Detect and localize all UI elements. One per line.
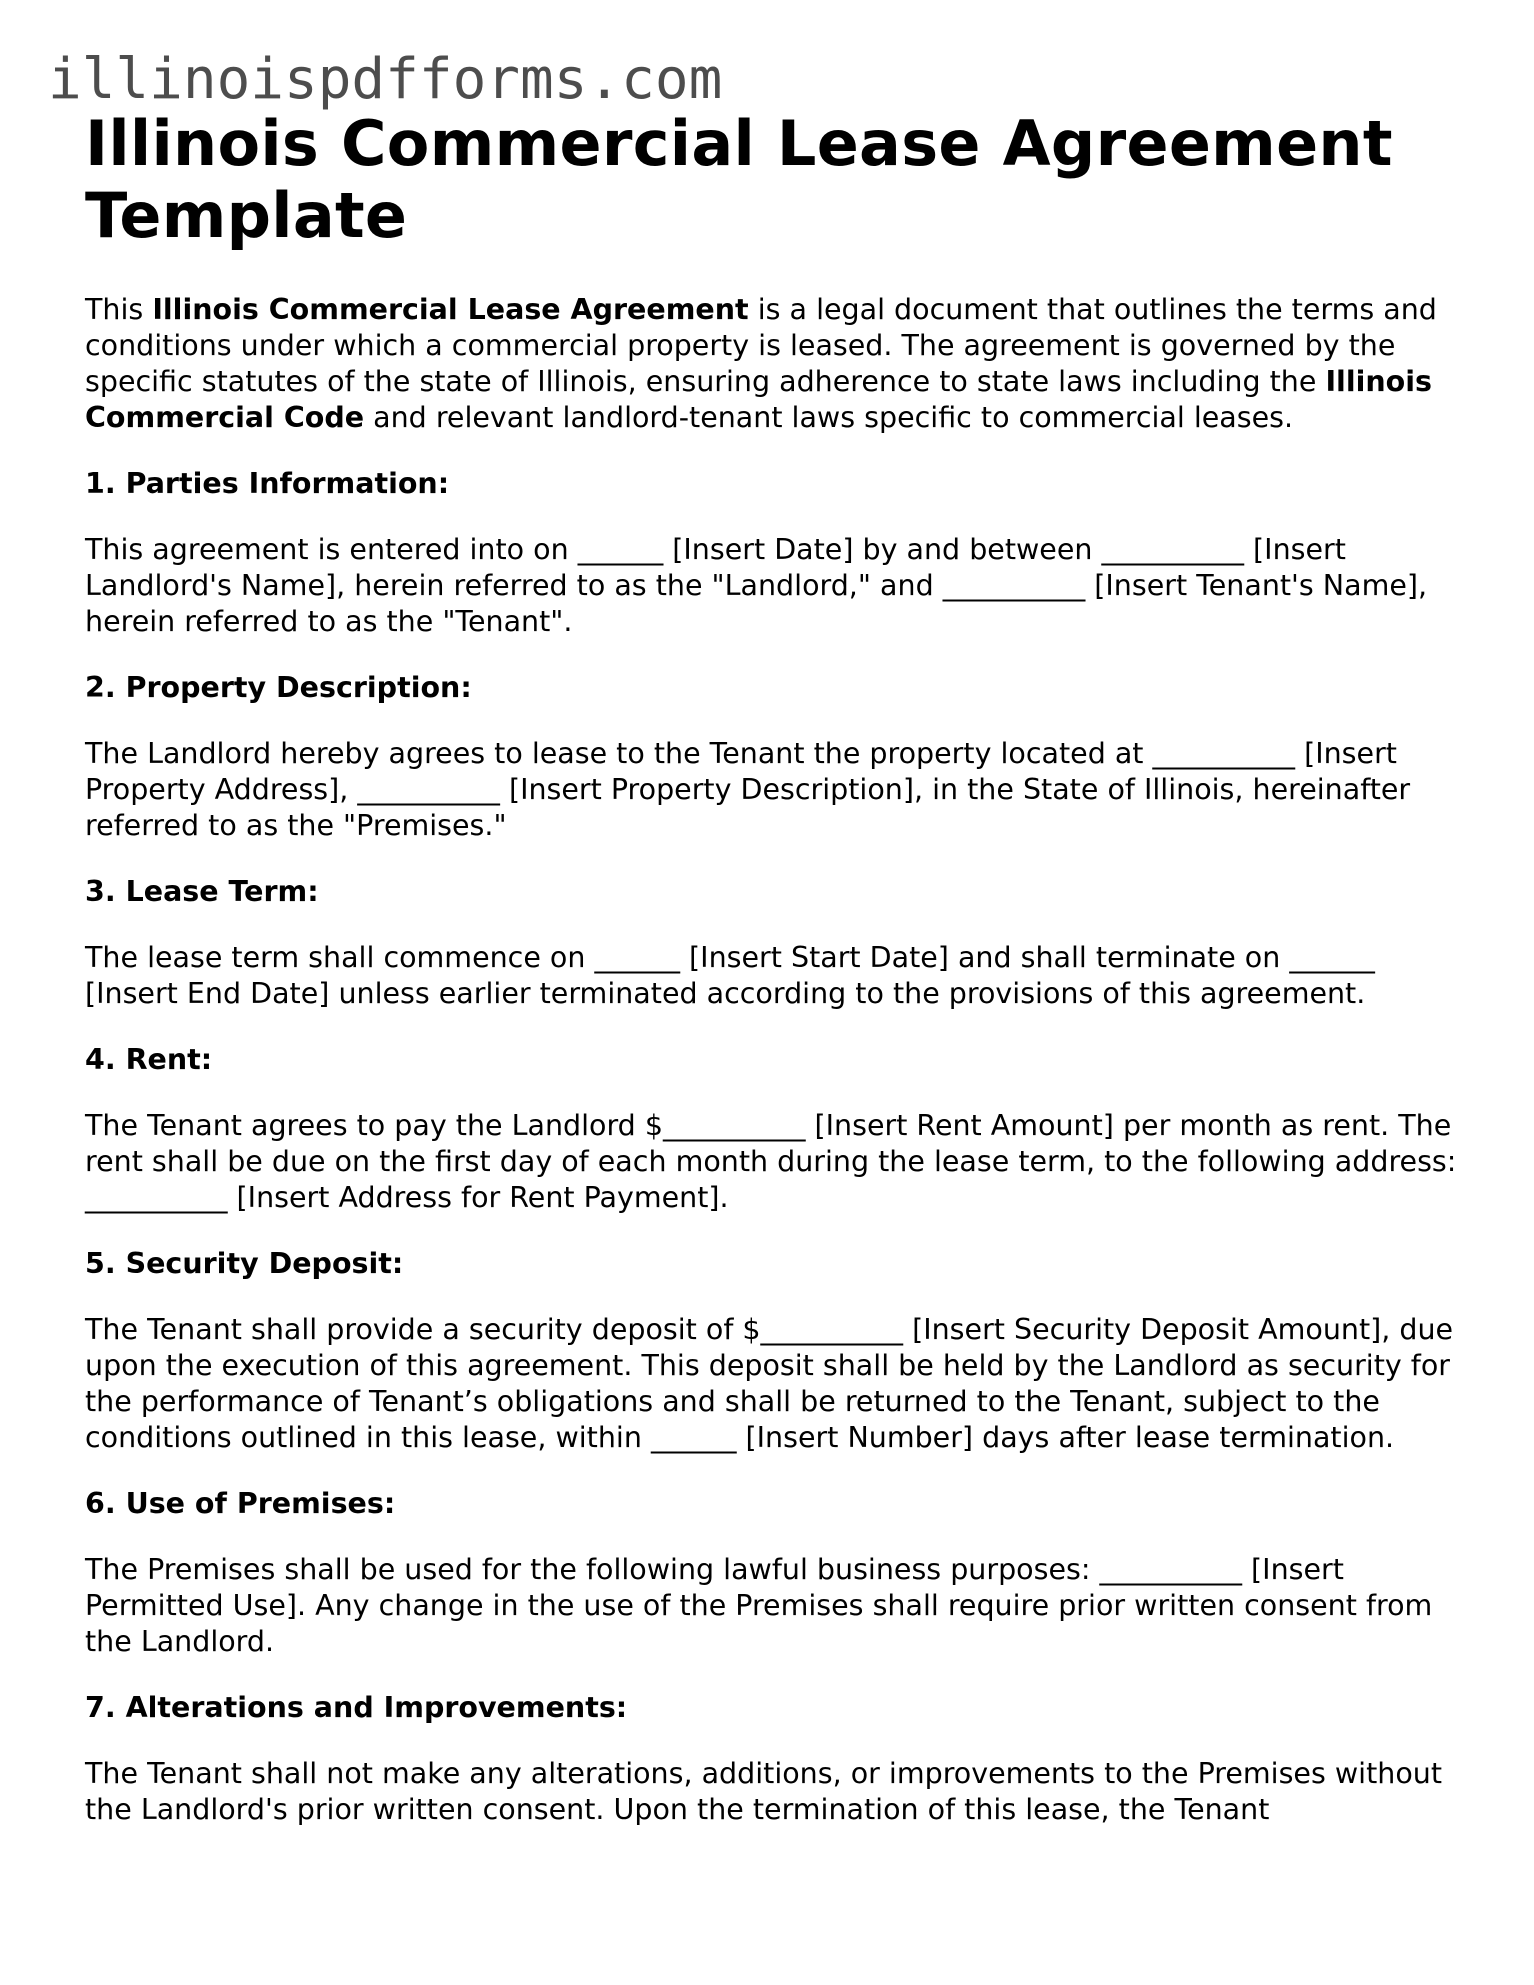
section-body: The Tenant agrees to pay the Landlord $__________ [Insert Rent Amount] per month as rent. The rent shall be due on the first day of each month during the lease term, to the following address: __________ [Insert Address for Rent Payment]. (85, 1109, 1457, 1214)
section-heading: 4. Rent: (85, 1043, 213, 1076)
document-page (85, 108, 1465, 1828)
intro-paragraph (85, 292, 1465, 436)
site-watermark: illinoispdfforms.com (48, 47, 723, 112)
section-body: The Tenant shall provide a security deposit of $__________ [Insert Security Deposit Amount], due upon the execution of this agreement. This deposit shall be held by the Landlord as security for the performance of Tenant’s obligations and shall be returned to the Tenant, subject to the conditions outlined in this lease, within ______ [Insert Number] days after lease termination. (85, 1313, 1454, 1454)
section-body: The Landlord hereby agrees to lease to the Tenant the property located at __________ [Insert Property Address], __________ [Insert Property Description], in the State of Illinois, hereinafter referred to as the "Premises." (85, 737, 1411, 842)
section-property (85, 670, 1465, 844)
section-body: The Premises shall be used for the following lawful business purposes: __________ [Insert Permitted Use]. Any change in the use of the Premises shall require prior written consent from the Landlord. (85, 1553, 1433, 1658)
section-body: The lease term shall commence on ______ [Insert Start Date] and shall terminate on ______ [Insert End Date] unless earlier terminated according to the provisions of this agreement. (85, 941, 1375, 1010)
section-rent (85, 1042, 1465, 1216)
intro-bold-agreement: Illinois Commercial Lease Agreement (152, 293, 749, 326)
section-heading: 3. Lease Term: (85, 875, 319, 908)
section-heading: 1. Parties Information: (85, 467, 450, 500)
section-heading: 6. Use of Premises: (85, 1487, 396, 1520)
intro-text-1: This (85, 293, 153, 326)
section-lease-term (85, 874, 1465, 1012)
section-parties (85, 466, 1465, 640)
section-security-deposit (85, 1246, 1465, 1456)
intro-text-3: and relevant landlord-tenant laws specific to commercial leases. (364, 401, 1294, 434)
document-title: Illinois Commercial Lease Agreement Template (85, 107, 1393, 252)
section-body: The Tenant shall not make any alterations, additions, or improvements to the Premises without the Landlord's prior written consent. Upon the termination of this lease, the Tenant (85, 1757, 1442, 1826)
section-use-of-premises (85, 1486, 1465, 1660)
section-body: This agreement is entered into on ______ [Insert Date] by and between __________ [Insert Landlord's Name], herein referred to as the "Landlord," and __________ [Insert Tenant's Name], herein referred to as the "Tenant". (85, 533, 1428, 638)
section-heading: 2. Property Description: (85, 671, 472, 704)
section-alterations (85, 1690, 1465, 1828)
intro-text-2: is a legal document that outlines the terms and conditions under which a commercial property is leased. The agreement is governed by the specific statutes of the state of Illinois, ensuring adherence to state laws including the (85, 293, 1437, 398)
section-heading: 5. Security Deposit: (85, 1247, 404, 1280)
intro-bold-code: Illinois Commercial Code (85, 365, 1432, 434)
section-heading: 7. Alterations and Improvements: (85, 1691, 628, 1724)
